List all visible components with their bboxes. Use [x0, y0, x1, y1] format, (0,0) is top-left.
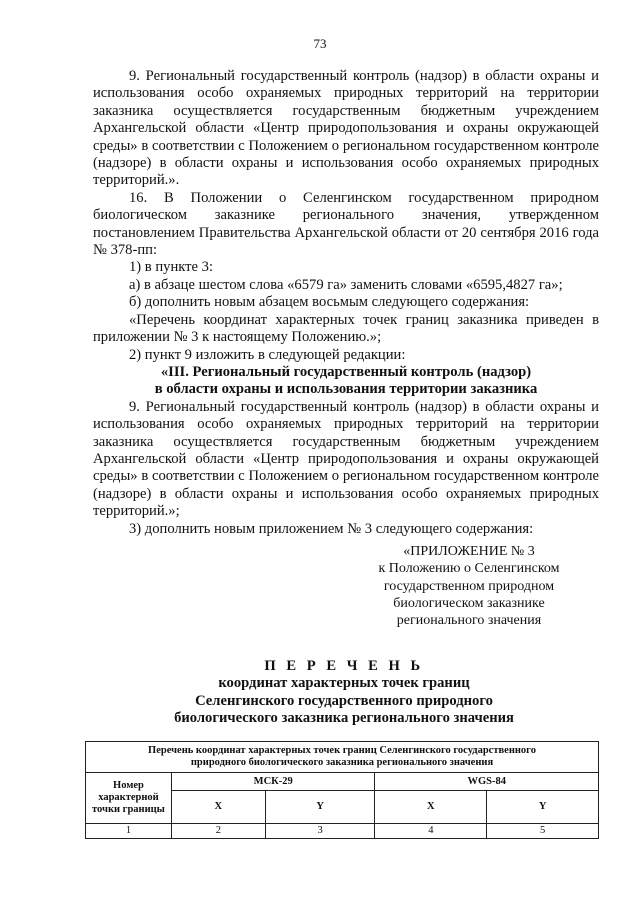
item-b: б) дополнить новым абзацем восьмым следующего содержания: [129, 294, 530, 311]
appendix-line-2: к Положению о Селенгинском [378, 561, 560, 577]
title-line-3: Селенгинского государственного природного [195, 692, 493, 709]
title-line-4: биологического заказника регионального значения [174, 710, 514, 727]
paragraph-9-original: 9. Региональный государственный контроль (надзор) в области охраны и использования особо охраняемых природных территорий на территории заказника осуществляется государственным бюджетным учреждением Архангельской области «Центр природопользования и охраны окружающей среды» в соответствии с Положением о региональном государственном контроле (надзоре) в области охраны и использования особо охраняемых природных территорий.». [93, 68, 599, 189]
paragraph-16: 16. В Положении о Селенгинском государственном природном биологическом заказнике регионального значения, утвержденном постановлением Правительства Архангельской области от 20 сентября 2016 года № 378-пп: [93, 189, 599, 259]
table-caption: Перечень координат характерных точек границ Селенгинского государственного природного биологического заказника регионального значения [86, 742, 599, 773]
paragraph-9-new: 9. Региональный государственный контроль (надзор) в области охраны и использования особо охраняемых природных территорий на территории заказника осуществляется государственным бюджетным учреждением Архангельской области «Центр природопользования и охраны окружающей среды» в соответствии с Положением о региональном государственном контроле (надзоре) в области охраны и использования особо охраняемых природных территорий.»; [93, 398, 599, 520]
header-msk-y: Y [265, 791, 375, 824]
item-3: 3) дополнить новым приложением № 3 следующего содержания: [129, 520, 534, 537]
table-caption-row [86, 742, 599, 773]
document-body [93, 68, 599, 538]
appendix-line-1: «ПРИЛОЖЕНИЕ № 3 [403, 544, 535, 559]
item-1: 1) в пункте 3: [129, 259, 214, 276]
item-2: 2) пункт 9 изложить в следующей редакции: [129, 346, 406, 363]
column-number-5: 5 [487, 824, 599, 839]
appendix-line-3: государственном природном [383, 578, 555, 594]
column-number-4: 4 [375, 824, 487, 839]
table-header-row [86, 773, 599, 791]
section-heading-line1: «III. Региональный государственный контроль (надзор) [160, 363, 532, 380]
header-point-number: Номер характерной точки границы [86, 773, 172, 824]
section-heading-line2: в области охраны и использования территории заказника [154, 381, 538, 398]
title-line-1: П Е Р Е Ч Е Н Ь [264, 658, 424, 674]
list-title [120, 658, 568, 728]
header-wgs84: WGS-84 [375, 773, 599, 791]
quote-paragraph: «Перечень координат характерных точек границ заказника приведен в приложении № 3 к настоящему Положению.»; [93, 311, 599, 346]
header-wgs-y: Y [487, 791, 599, 824]
appendix-line-4: биологическом заказнике [393, 595, 545, 611]
header-wgs-x: X [375, 791, 487, 824]
column-number-1: 1 [86, 824, 172, 839]
item-a: а) в абзаце шестом слова «6579 га» заменить словами «6595,4827 га»; [129, 276, 563, 293]
header-msk-x: X [171, 791, 265, 824]
column-number-2: 2 [171, 824, 265, 839]
appendix-line-5: регионального значения [396, 613, 542, 629]
page-number: 73 [313, 36, 327, 51]
title-line-2: координат характерных точек границ [218, 675, 470, 692]
table-column-numbers-row [86, 824, 599, 839]
appendix-block [364, 543, 574, 629]
header-msk29: МСК-29 [171, 773, 375, 791]
column-number-3: 3 [265, 824, 375, 839]
coordinates-table [85, 741, 599, 839]
